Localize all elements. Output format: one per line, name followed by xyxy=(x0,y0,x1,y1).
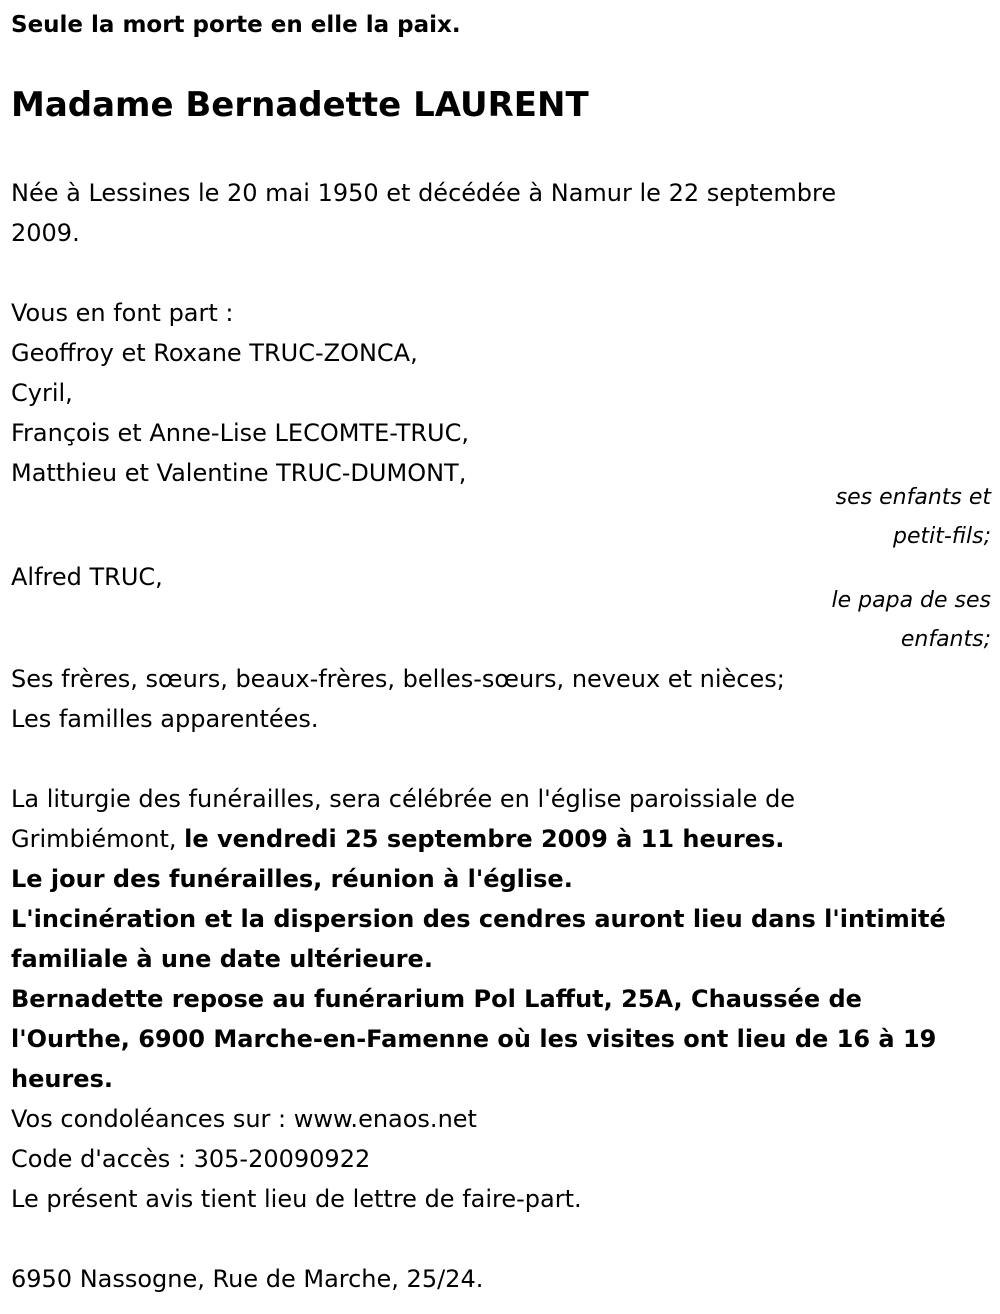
repose-info: Bernadette repose au funérarium Pol Laffut, 25A, Chaussée de xyxy=(11,985,862,1013)
meeting-info: Le jour des funérailles, réunion à l'église. xyxy=(11,865,573,893)
deceased-name: Madame Bernadette LAURENT xyxy=(11,85,589,125)
liturgy-place: Grimbiémont, xyxy=(11,825,177,853)
announcer-entry: Matthieu et Valentine TRUC-DUMONT, xyxy=(11,459,467,487)
repose-info: heures. xyxy=(11,1065,113,1093)
address-block xyxy=(11,1259,991,1299)
address: 6950 Nassogne, Rue de Marche, 25/24. xyxy=(11,1265,484,1293)
birth-death-info xyxy=(11,173,991,253)
announcer-entry: Alfred TRUC, xyxy=(11,563,163,591)
children-role xyxy=(836,478,991,556)
family-entries xyxy=(11,659,991,739)
birth-death-line: 2009. xyxy=(11,219,80,247)
access-code: Code d'accès : 305-20090922 xyxy=(11,1145,371,1173)
condolences-info: Vos condoléances sur : www.enaos.net xyxy=(11,1105,477,1133)
announcer-entry: Ses frères, sœurs, beaux-frères, belles-sœurs, neveux et nièces; xyxy=(11,665,785,693)
role-line: le papa de ses xyxy=(831,588,991,613)
cremation-info: familiale à une date ultérieure. xyxy=(11,945,433,973)
role-line: enfants; xyxy=(900,627,991,652)
role-line: ses enfants et xyxy=(835,485,991,510)
liturgy-line xyxy=(11,819,991,859)
father-role xyxy=(832,581,991,659)
announcer-entry: François et Anne-Lise LECOMTE-TRUC, xyxy=(11,419,469,447)
ceremony-info xyxy=(11,779,991,1219)
announcers-list xyxy=(11,293,991,493)
birth-death-line: Née à Lessines le 20 mai 1950 et décédée à Namur le 22 septembre xyxy=(11,179,837,207)
announcers-intro: Vous en font part : xyxy=(11,299,234,327)
liturgy-date: le vendredi 25 septembre 2009 à 11 heures. xyxy=(184,825,785,853)
announcer-entry: Cyril, xyxy=(11,379,73,407)
epigraph: Seule la mort porte en elle la paix. xyxy=(11,12,461,38)
announcer-entry: Geoffroy et Roxane TRUC-ZONCA, xyxy=(11,339,418,367)
repose-info: l'Ourthe, 6900 Marche-en-Famenne où les visites ont lieu de 16 à 19 xyxy=(11,1025,937,1053)
announcer-entry: Les familles apparentées. xyxy=(11,705,319,733)
liturgy-line: La liturgie des funérailles, sera célébrée en l'église paroissiale de xyxy=(11,785,796,813)
notice-info: Le présent avis tient lieu de lettre de faire-part. xyxy=(11,1185,582,1213)
cremation-info: L'incinération et la dispersion des cendres auront lieu dans l'intimité xyxy=(11,905,946,933)
role-line: petit-fils; xyxy=(892,524,991,549)
